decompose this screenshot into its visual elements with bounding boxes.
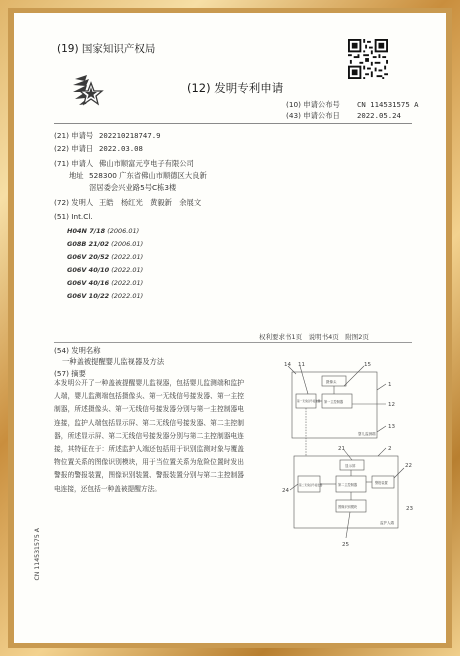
- figure-number: 1: [388, 382, 392, 388]
- application-number-value: 202210218747.9: [99, 131, 161, 140]
- ipc-entry: G08B 21/02 (2006.01): [67, 240, 144, 248]
- display-label: 显示屏: [345, 464, 356, 468]
- invention-title: 一种盖被提醒婴儿监视器及方法: [62, 357, 165, 366]
- abstract-label: (57) 摘要: [54, 369, 86, 378]
- application-date-label: (22) 申请日: [54, 144, 94, 153]
- figure-number: 23: [406, 506, 413, 512]
- second-controller-label: 第二主控制器: [338, 483, 358, 487]
- infant-end-label: 婴儿监测端: [358, 432, 376, 436]
- publication-number-value: CN 114531575 A: [357, 100, 419, 109]
- header-rule: [54, 123, 412, 124]
- ipc-entry: G06V 40/10 (2022.01): [67, 266, 144, 274]
- figure-number: 12: [388, 402, 395, 408]
- figure-number: 2: [388, 446, 392, 452]
- document-page: [14, 13, 446, 643]
- second-transceiver-label: 第二无线信号接发器: [299, 484, 323, 487]
- guardian-end-label: 监护人端: [380, 521, 394, 525]
- address-line-2: 滘居委会兴业路5号C栋3楼: [89, 183, 177, 192]
- qr-code-icon: [348, 39, 388, 79]
- first-transceiver-label: 第一无线信号接发器: [297, 400, 321, 403]
- application-number-label: (21) 申请号: [54, 131, 94, 140]
- document-type: (12) 发明专利申请: [187, 81, 284, 95]
- figure-number: 21: [338, 446, 345, 452]
- address-label: 地址: [69, 171, 84, 180]
- abstract-figure: [274, 360, 424, 550]
- publication-date-value: 2022.05.24: [357, 111, 401, 120]
- image-recognition-label: 图像识别模块: [338, 505, 358, 509]
- ipc-entry: G06V 20/52 (2022.01): [67, 253, 144, 261]
- publication-number-label: (10) 申请公布号: [286, 100, 340, 109]
- inventor-label: (72) 发明人: [54, 198, 94, 207]
- ipc-entry: G06V 40/16 (2022.01): [67, 279, 144, 287]
- figure-number: 25: [342, 542, 349, 548]
- figure-number: 15: [364, 362, 371, 368]
- applicant-value: 佛山市顺富元亨电子有限公司: [99, 159, 194, 168]
- application-date-value: 2022.03.08: [99, 144, 143, 153]
- figure-number: 13: [388, 424, 395, 430]
- int-cl-label: (51) Int.Cl.: [54, 212, 93, 221]
- publication-date-label: (43) 申请公布日: [286, 111, 340, 120]
- alarm-label: 警报装置: [375, 481, 388, 485]
- figure-number: 11: [298, 362, 305, 368]
- address-line-1: 528300 广东省佛山市顺德区大良新: [89, 171, 207, 180]
- figure-number: 22: [405, 463, 412, 469]
- cnipa-emblem-icon: [67, 69, 111, 113]
- section-rule: [54, 342, 412, 343]
- side-publication-number: CN 114531575 A: [34, 528, 41, 581]
- title-label: (54) 发明名称: [54, 346, 101, 355]
- figure-number: 24: [282, 488, 289, 494]
- figure-number: 14: [284, 362, 291, 368]
- abstract-text: 本发明公开了一种盖被提醒婴儿监视器，包括婴儿监测端和监护人端，婴儿监测端包括摄像头、第一无线信号接发器、第一主控制器，所述摄像头、第一无线信号接发器分别与第一主控制器电连接，监护人端包括显示屏、第二无线信号接发器、第二主控制器，所述显示屏、第二无线信号接发器分别与第二主控制器电连接，其特征在于：所述监护人端还包括用于识别监测对象与覆盖物位置关系的图像识别模块，用于当位置关系为危险位置时发出警报的警报装置，图像识别装置、警报装置分别与第二主控制器电连接，还包括一种盖被提醒方法。: [54, 379, 244, 493]
- office-name: (19) 国家知识产权局: [57, 43, 156, 55]
- camera-label: 摄像头: [326, 380, 337, 384]
- ipc-entry: G06V 10/22 (2022.01): [67, 292, 144, 300]
- page-counts: 权利要求书1页 说明书4页 附图2页: [259, 333, 369, 341]
- ipc-entry: H04N 7/18 (2006.01): [67, 227, 140, 235]
- inventor-value: 王皓 杨红光 黄毅新 余展文: [99, 198, 202, 207]
- applicant-label: (71) 申请人: [54, 159, 94, 168]
- first-controller-label: 第一主控制器: [324, 400, 344, 404]
